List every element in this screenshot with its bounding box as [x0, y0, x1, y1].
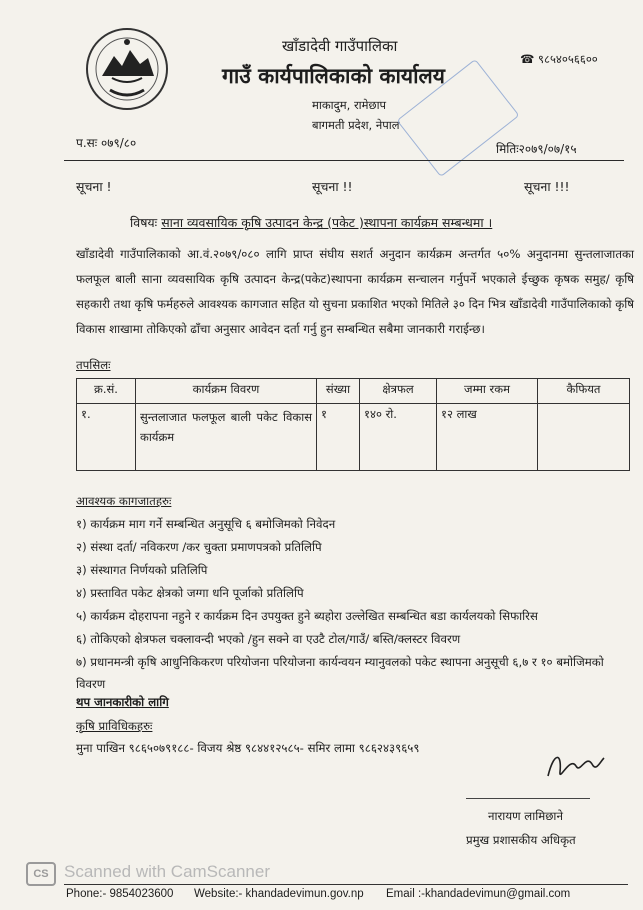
- table-header-cell: कैफियत: [538, 379, 630, 404]
- program-table: [76, 378, 630, 471]
- signature-line: [466, 798, 590, 799]
- notice-label-2: सूचना !!: [312, 179, 353, 194]
- more-info-label: थप जानकारीको लागि: [76, 695, 169, 709]
- table-header-cell: क्र.सं.: [77, 379, 136, 404]
- table-header-row: [77, 379, 630, 404]
- footer-phone: Phone:- 9854023600: [66, 888, 174, 900]
- office-name: गाउँ कार्यपालिकाको कार्यालय: [222, 64, 445, 88]
- reference-number: प.सः ०७९/८०: [76, 136, 137, 150]
- table-header-cell: क्षेत्रफल: [360, 379, 437, 404]
- notice-label-1: सूचना !: [76, 179, 112, 194]
- org-name: खाँडादेवी गाउँपालिका: [282, 37, 398, 55]
- table-header-cell: जम्मा रकम: [437, 379, 538, 404]
- table-cell: १.: [77, 404, 136, 471]
- subject-line: [130, 214, 492, 231]
- body-paragraph: खाँडादेवी गाउँपालिकाको आ.वं.२०७९/०८० लागि प्राप्त संघीय सशर्त अनुदान कार्यक्रम अन्तर्गत ५०% अनुदानमा सुन्तलाजातका फलफूल बाली साना व्यवसायिक कृषि उत्पादन केन्द्र(पकेट)स्थापना कार्यक्रम सन्चालन गर्नुपर्ने भएकाले ईच्छुक कृषक समुह/ कृषि सहकारी तथा कृषि फर्महरुले आवश्यक कागजात सहित यो सुचना प्रकाशित भएको मितिले ३० दिन भित्र खाँडादेवी गाउँपालिकाको कृषि विकास शाखामा तोकिएको ढाँचा अनुसार आवेदन दर्ता गर्नु हुन सम्बन्धित सबैमा जानकारी गराईन्छ।: [76, 247, 634, 336]
- list-item: ६) तोकिएको क्षेत्रफल चक्लावन्दी भएको /हुन सक्ने वा एउटै टोल/गाउँ/ बस्ति/क्लस्टर विवरण: [76, 632, 461, 646]
- footer-email: Email :-khandadevimun@gmail.com: [386, 888, 571, 900]
- handwritten-signature-icon: [540, 746, 610, 788]
- nepal-emblem-icon: [84, 26, 170, 112]
- signer-name: नारायण लामिछाने: [488, 809, 563, 823]
- footer-website: Website:- khandadevimun.gov.np: [194, 888, 364, 900]
- details-label: तपसिलः: [76, 358, 111, 372]
- camscanner-logo: CS: [26, 862, 56, 886]
- list-item: ३) संस्थागत निर्णयको प्रतिलिपि: [76, 563, 208, 577]
- signer-title: प्रमुख प्रशासकीय अधिकृत: [466, 833, 576, 847]
- header-divider: [64, 160, 624, 161]
- address-line-2: बागमती प्रदेश, नेपाल: [312, 118, 400, 132]
- table-cell: सुन्तलाजात फलफूल बाली पकेट विकास कार्यक्रम: [136, 404, 317, 471]
- header-phone: ☎ ९८५४०५६६००: [520, 52, 598, 66]
- technician-contacts: मुना पाखिन ९८६५०७९१८८- विजय श्रेष्ठ ९८४४१२५८५- समिर लामा ९८६२४३९६५९: [76, 741, 420, 755]
- list-item: १) कार्यक्रम माग गर्ने सम्बन्धित अनुसूचि ६ बमोजिमको निवेदन: [76, 517, 336, 531]
- table-cell: १४० रो.: [360, 404, 437, 471]
- table-row: [77, 404, 630, 471]
- address-line-1: माकादुम, रामेछाप: [312, 98, 387, 112]
- notice-label-3: सूचना !!!: [524, 179, 570, 194]
- subject-prefix: विषयः: [130, 215, 158, 230]
- table-cell: १२ लाख: [437, 404, 538, 471]
- table-header-cell: संख्या: [317, 379, 360, 404]
- documents-label: आवश्यक कागजातहरुः: [76, 494, 172, 508]
- scanner-watermark: Scanned with CamScanner: [64, 862, 271, 881]
- list-item: ४) प्रस्तावित पकेट क्षेत्रको जग्गा धनि पूर्जाको प्रतिलिपि: [76, 586, 304, 600]
- subject-text: साना व्यवसायिक कृषि उत्पादन केन्द्र (पकेट )स्थापना कार्यक्रम सम्बन्धमा ।: [161, 215, 493, 230]
- footer-divider: [64, 884, 628, 885]
- table-cell: [538, 404, 630, 471]
- list-item: २) संस्था दर्ता/ नविकरण /कर चुक्ता प्रमाणपत्रको प्रतिलिपि: [76, 540, 322, 554]
- table-header-cell: कार्यक्रम विवरण: [136, 379, 317, 404]
- table-cell: १: [317, 404, 360, 471]
- list-item: ५) कार्यक्रम दोहरापना नहुने र कार्यक्रम दिन उपयुक्त हुने ब्यहोरा उल्लेखित सम्बन्धित बडा कार्यलयको सिफारिस: [76, 609, 538, 623]
- list-item: ७) प्रधानमन्त्री कृषि आधुनिकिकरण परियोजना परियोजना कार्यन्वयन म्यानुवलको पकेट स्थापना अनुसूची ६,७ र १० बमोजिमको विवरण: [76, 655, 604, 691]
- issue-date: मितिः२०७९/०७/१५: [496, 142, 577, 156]
- technicians-label: कृषि प्राविधिकहरुः: [76, 719, 153, 733]
